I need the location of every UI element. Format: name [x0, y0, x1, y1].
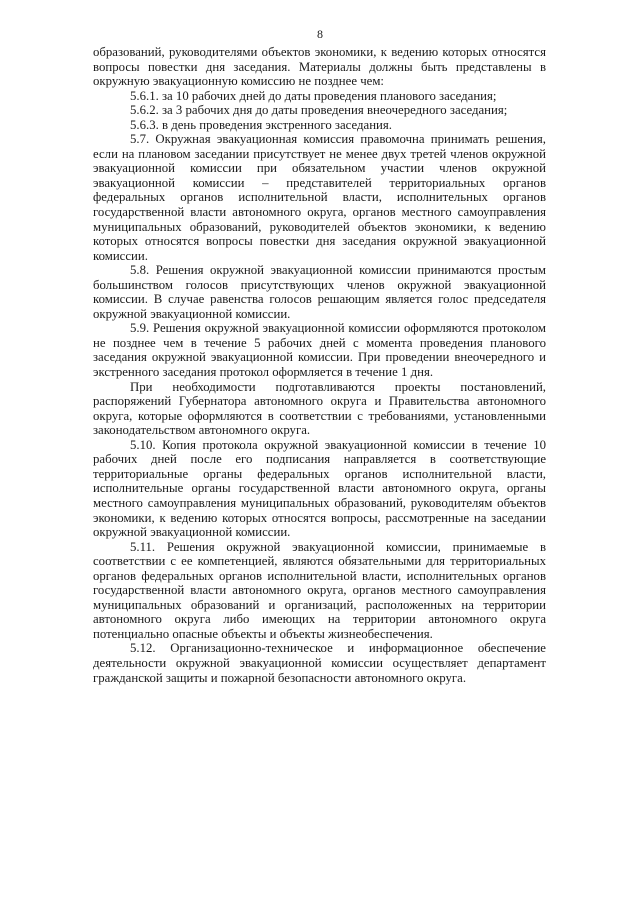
- paragraph-continuation: образований, руководителями объектов экономики, к ведению которых относятся вопросы повестки дня заседания. Материалы должны быть представлены в окружную эвакуационную комиссию не позднее чем:: [93, 45, 546, 89]
- paragraph-5-11: 5.11. Решения окружной эвакуационной комиссии, принимаемые в соответствии с ее компетенцией, являются обязательными для территориальных органов федеральных органов исполнительной власти, исполнительных органов государственной власти автономного округа, органов местного самоуправления муниципальных образований и организаций, расположенных на территории автономного округа либо имеющих на территории автономного округа потенциально опасные объекты и объекты жизнеобеспечения.: [93, 539, 546, 641]
- paragraph-5-6-3: 5.6.3. в день проведения экстренного заседания.: [130, 117, 392, 132]
- page-number: 8: [317, 27, 323, 41]
- paragraph-5-9-extra: При необходимости подготавливаются проекты постановлений, распоряжений Губернатора автономного округа и Правительства автономного округа, которые оформляются в соответствии с требованиями, установленными законодательством автономного округа.: [93, 379, 546, 438]
- paragraph-5-12: 5.12. Организационно-техническое и информационное обеспечение деятельности окружной эвакуационной комиссии осуществляет департамент гражданской защиты и пожарной безопасности автономного округа.: [93, 641, 546, 685]
- paragraph-5-7: 5.7. Окружная эвакуационная комиссия правомочна принимать решения, если на плановом заседании присутствует не менее двух третей членов окружной эвакуационной комиссии при обязательном участии членов окружной эвакуационной комиссии – представителей территориальных органов федеральных органов исполнительной власти, исполнительных органов государственной власти автономного округа, органов местного самоуправления муниципальных образований, руководителей объектов экономики, к ведению которых относятся вопросы повестки дня заседания окружной эвакуационной комиссии.: [93, 132, 546, 263]
- paragraph-5-8: 5.8. Решения окружной эвакуационной комиссии принимаются простым большинством голосов присутствующих членов окружной эвакуационной комиссии. В случае равенства голосов решающим является голос председателя окружной эвакуационной комиссии.: [93, 263, 546, 321]
- paragraph-5-9: 5.9. Решения окружной эвакуационной комиссии оформляются протоколом не позднее чем в течение 5 рабочих дней с момента проведения планового заседания окружной эвакуационной комиссии. При проведении внеочередного и экстренного заседания протокол оформляется в течение 1 дня.: [93, 321, 546, 380]
- paragraph-5-6-1: 5.6.1. за 10 рабочих дней до даты проведения планового заседания;: [130, 88, 497, 103]
- paragraph-5-6-2: 5.6.2. за 3 рабочих дня до даты проведения внеочередного заседания;: [130, 103, 508, 118]
- document-body: [93, 45, 546, 685]
- paragraph-5-10: 5.10. Копия протокола окружной эвакуационной комиссии в течение 10 рабочих дней после его подписания направляется в соответствующие территориальные органы федеральных органов исполнительной власти, исполнительные органы государственной власти автономного округа, органы местного самоуправления муниципальных образований, руководителям объектов экономики, к ведению которых относятся вопросы, рассмотренные на заседании окружной эвакуационной комиссии.: [93, 437, 546, 540]
